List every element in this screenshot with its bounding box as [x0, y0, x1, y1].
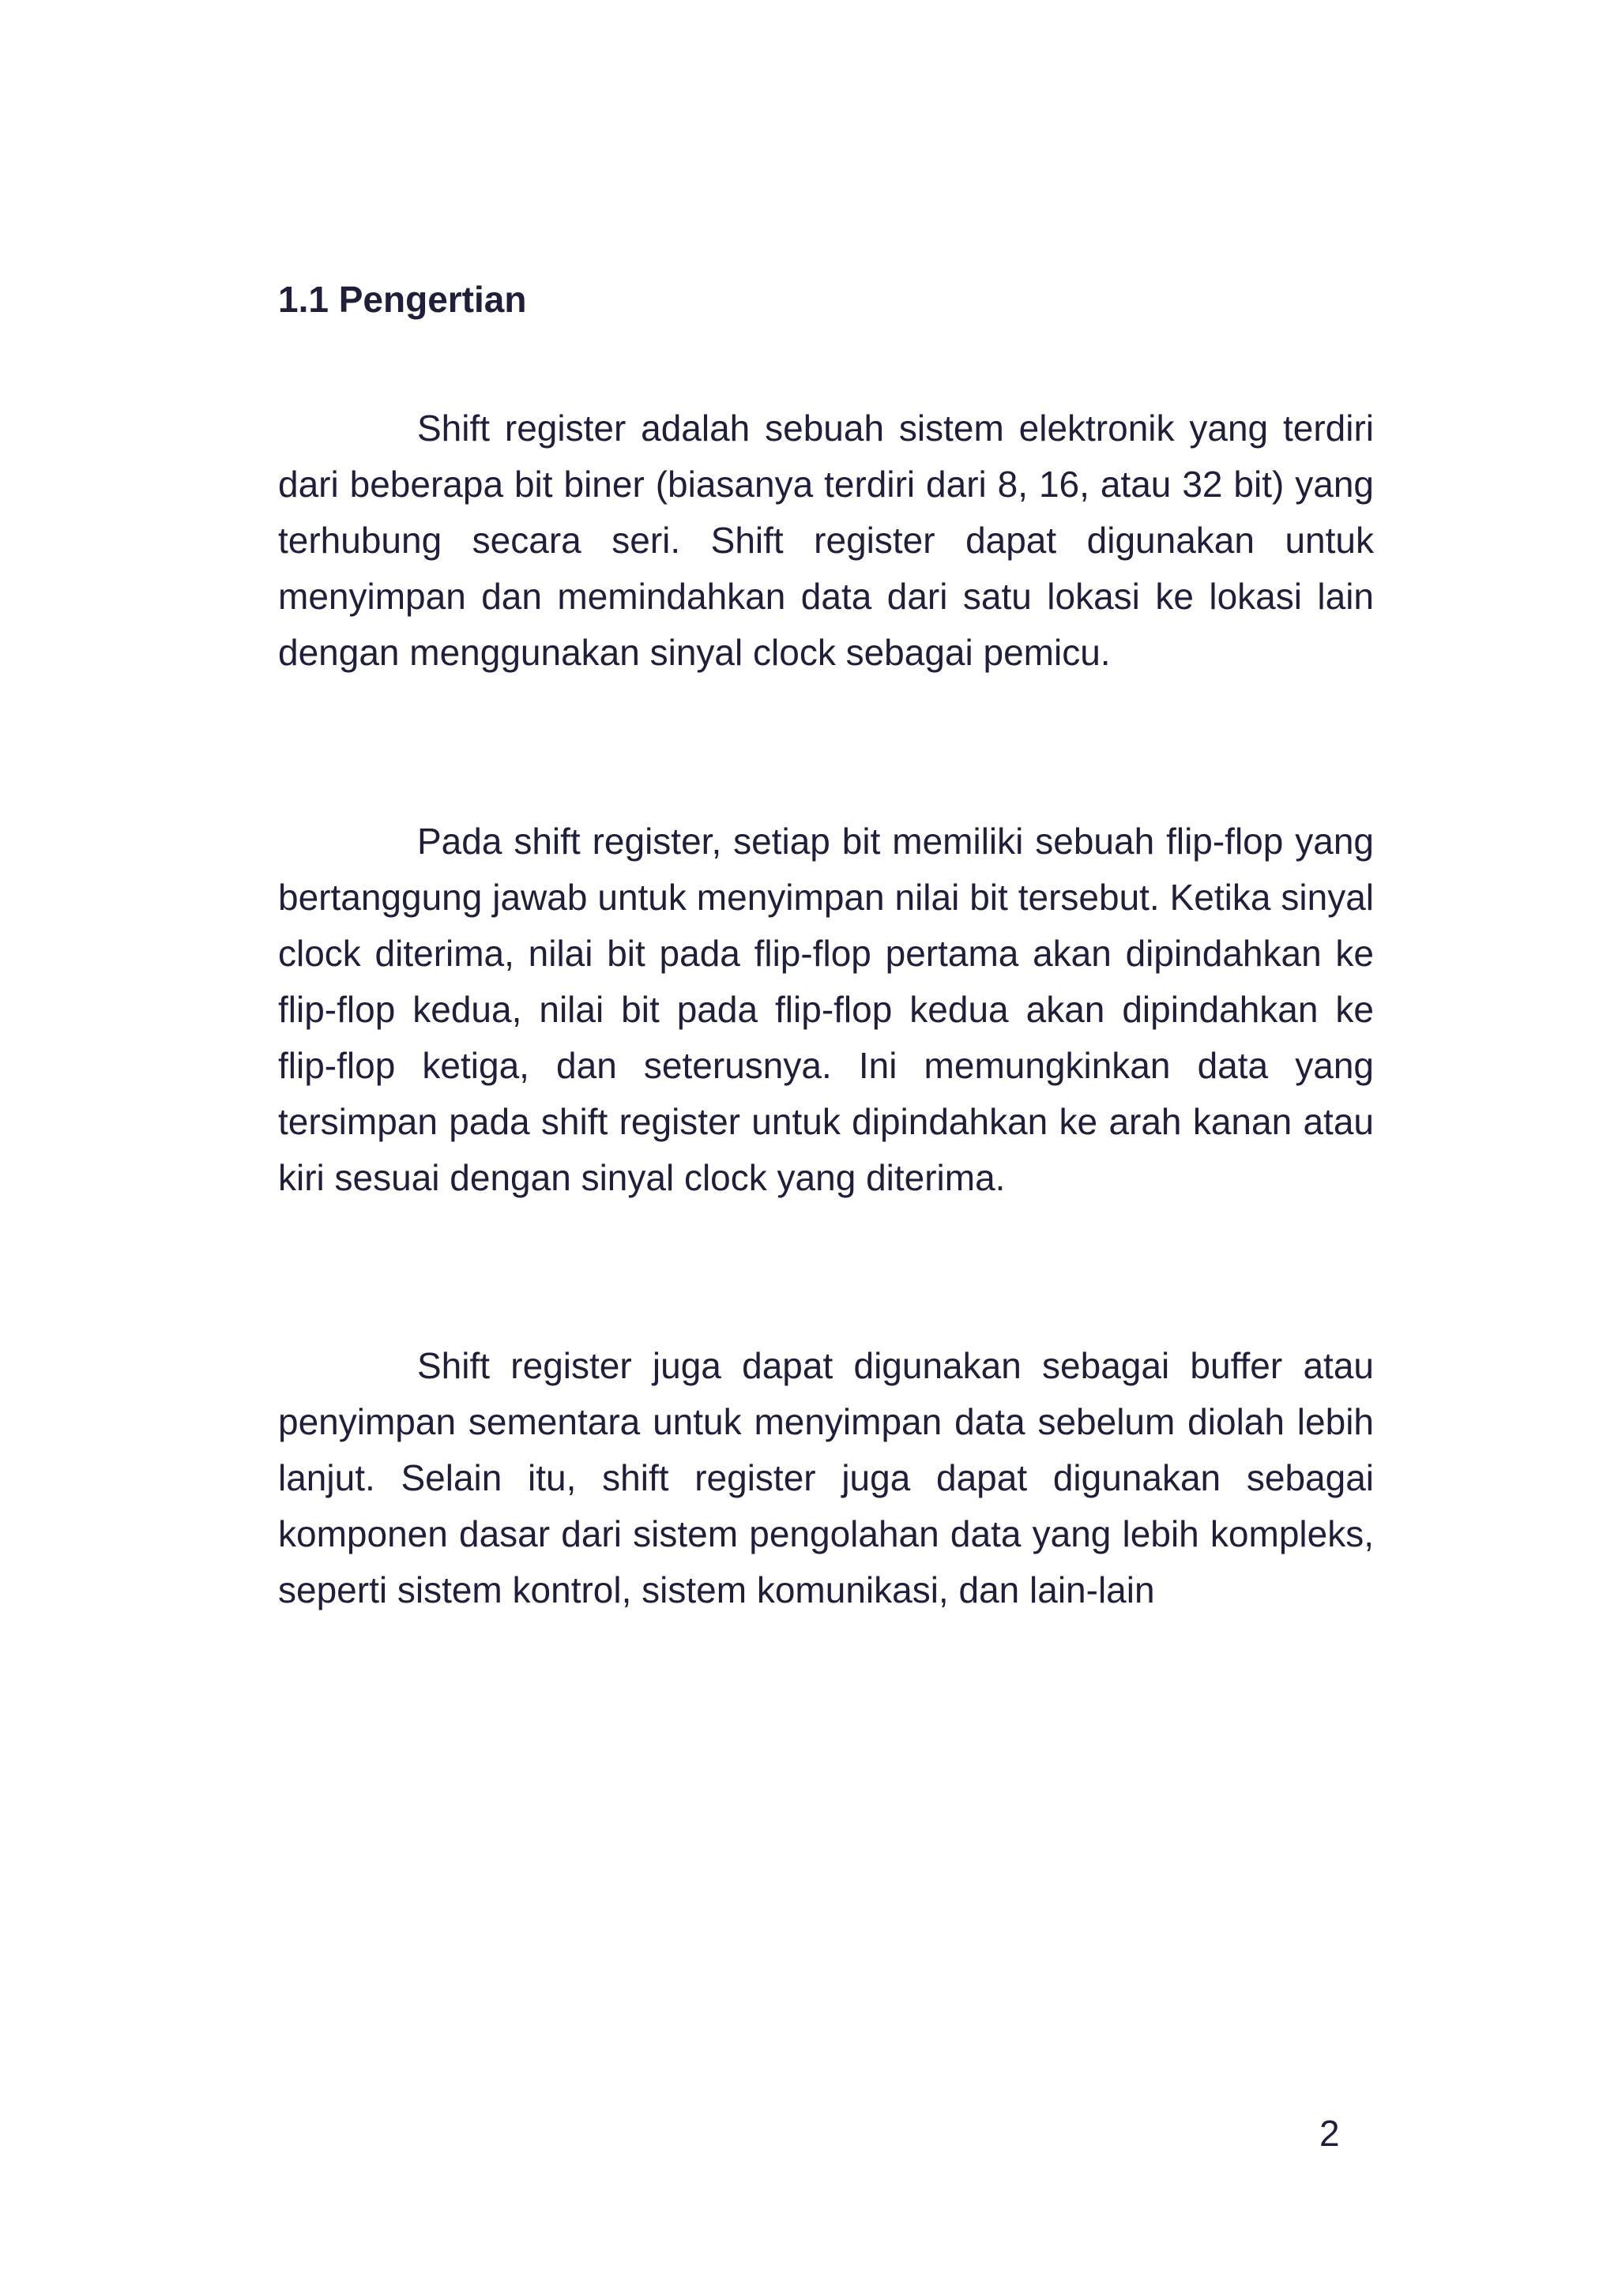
paragraph-buffer-usage: Shift register juga dapat digunakan sebagai buffer atau penyimpan sementara untuk menyimpan data sebelum diolah lebih lanjut. Selain itu, shift register juga dapat digunakan sebagai komponen dasar dari sistem pengolahan data yang lebih kompleks, seperti sistem kontrol, sistem komunikasi, dan lain-lain	[278, 1345, 1374, 1610]
paragraph-definition: Shift register adalah sebuah sistem elektronik yang terdiri dari beberapa bit biner (biasanya terdiri dari 8, 16, atau 32 bit) yang terhubung secara seri. Shift register dapat digunakan untuk menyimpan dan memindahkan data dari satu lokasi ke lokasi lain dengan menggunakan sinyal clock sebagai pemicu.	[278, 408, 1374, 673]
page-number: 2	[1319, 2113, 1340, 2154]
section-heading: 1.1 Pengertian	[278, 279, 527, 320]
paragraph-flip-flop: Pada shift register, setiap bit memiliki sebuah flip-flop yang bertanggung jawab untuk menyimpan nilai bit tersebut. Ketika sinyal clock diterima, nilai bit pada flip-flop pertama akan dipindahkan ke flip-flop kedua, nilai bit pada flip-flop kedua akan dipindahkan ke flip-flop ketiga, dan seterusnya. Ini memungkinkan data yang tersimpan pada shift register untuk dipindahkan ke arah kanan atau kiri sesuai dengan sinyal clock yang diterima.	[278, 821, 1374, 1198]
